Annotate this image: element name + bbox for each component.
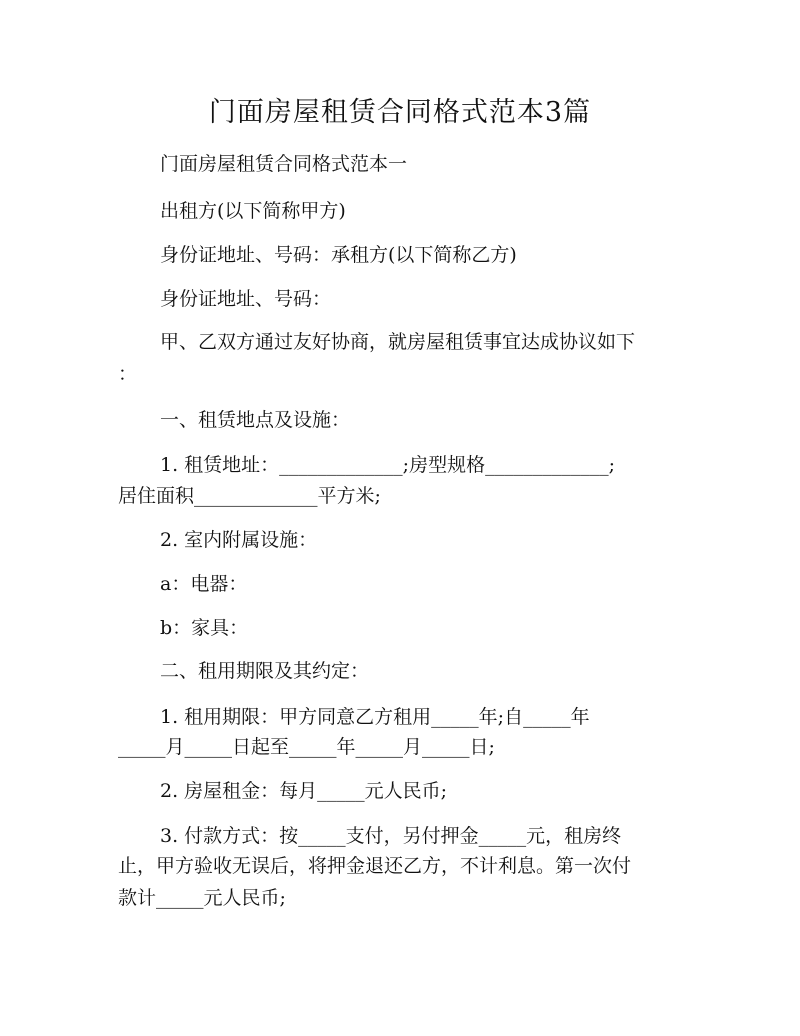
clause-line: 3. 付款方式：按_____支付，另付押金_____元，租房终 [160,825,622,847]
clause-line: 2. 房屋租金：每月_____元人民币; [160,780,448,802]
section-heading: 二、租用期限及其约定： [160,660,370,682]
clause-continuation: _____月_____日起至_____年_____月_____日; [118,736,495,758]
clause-continuation: 款计_____元人民币; [118,887,286,909]
paragraph: 身份证地址、号码：承租方(以下简称乙方) [160,244,517,266]
document-title: 门面房屋租赁合同格式范本3篇 [208,97,592,128]
clause-line: 2. 室内附属设施： [160,529,318,551]
clause-continuation: 止，甲方验收无误后，将押金退还乙方，不计利息。第一次付 [118,855,632,877]
clause-continuation: 居住面积_____________平方米; [118,485,381,507]
clause-line: 1. 租用期限：甲方同意乙方租用_____年;自_____年 [160,706,590,728]
section-heading: 门面房屋租赁合同格式范本一 [160,153,408,175]
paragraph: 身份证地址、号码： [160,288,332,310]
paragraph: 甲、乙双方通过友好协商，就房屋租赁事宜达成协议如下 [160,331,636,353]
clause-line: a：电器： [160,573,248,595]
paragraph-continuation: ： [118,363,138,385]
section-heading: 一、租赁地点及设施： [160,409,351,431]
clause-line: b：家具： [160,617,249,639]
paragraph: 出租方(以下简称甲方) [160,200,346,222]
clause-line: 1. 租赁地址：_____________;房型规格_____________; [160,454,615,476]
